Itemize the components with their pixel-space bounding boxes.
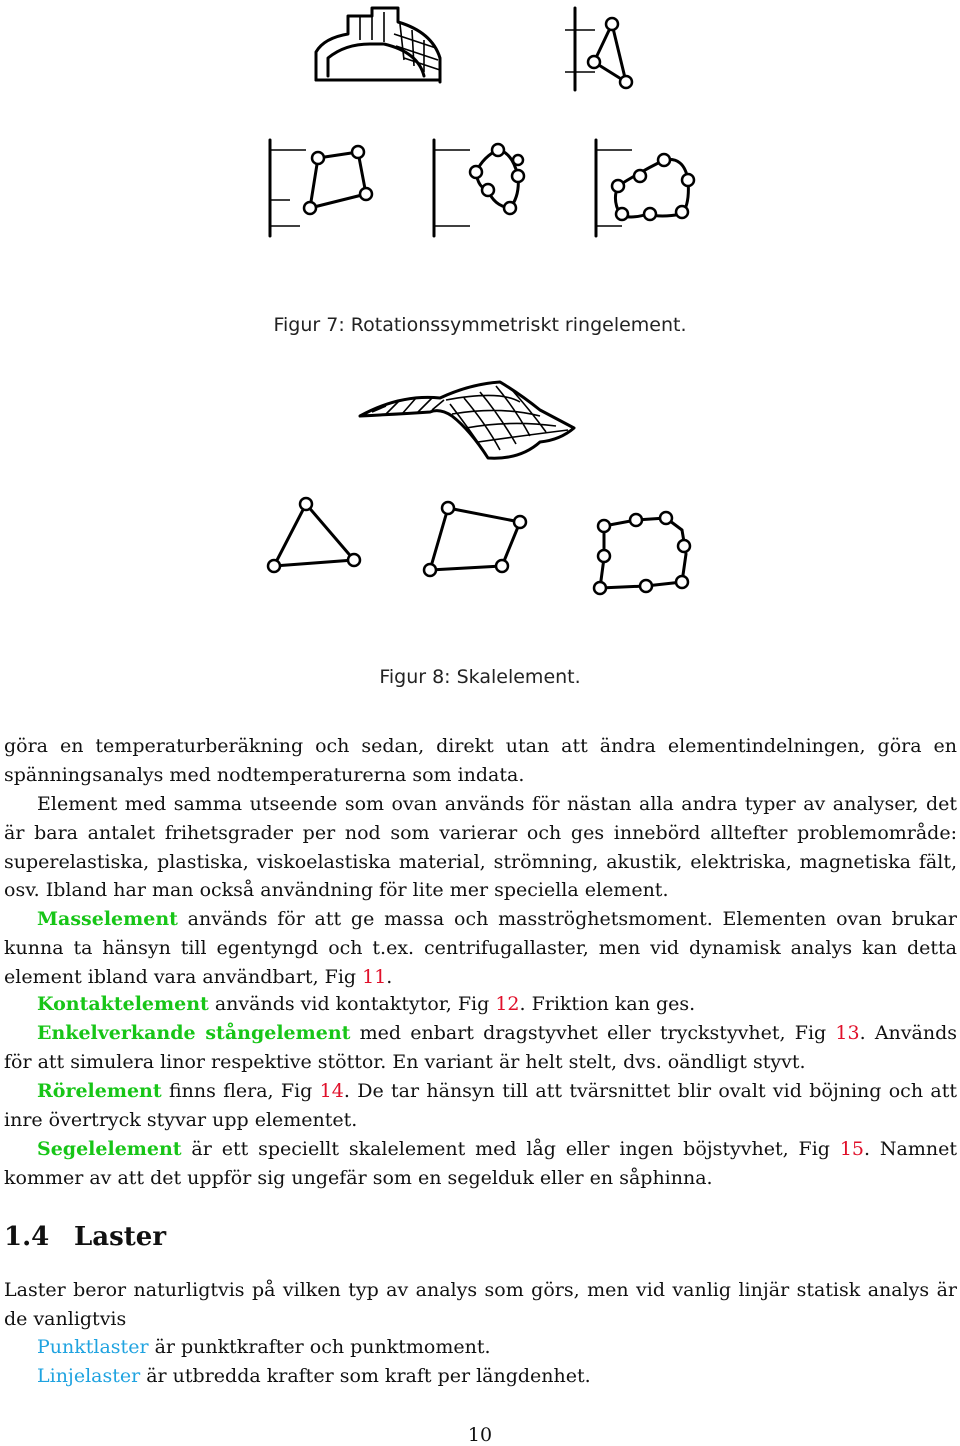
term-punktlaster: Punktlaster — [37, 1336, 149, 1358]
section-number: 1.4 — [4, 1222, 50, 1252]
term-enkelverkande-stangelement: Enkelverkande stångelement — [37, 1022, 351, 1044]
paragraph-kontaktelement: Kontaktelement används vid kontaktytor, Fig 12. Friktion kan ges. — [37, 993, 696, 1015]
paragraph-rorelement: Rörelement finns flera, Fig 14. De tar hänsyn till att tvärsnittet blir ovalt vid böjning och att inre övertryck styvar upp elementet. — [4, 1080, 957, 1131]
term-masselement: Masselement — [37, 908, 178, 930]
fig-15-link[interactable]: 15 — [839, 1138, 865, 1160]
paragraph-stangelement: Enkelverkande stångelement med enbart dragstyvhet eller tryckstyvhet, Fig 13. Används för att simulera linor respektive stöttor. En variant är helt stelt, dvs. oändligt styvt. — [4, 1022, 958, 1073]
fig-13-link[interactable]: 13 — [835, 1022, 860, 1044]
paragraph-punktlaster: Punktlaster är punktkrafter och punktmoment. — [37, 1336, 491, 1358]
curved-ring-element-sketch — [434, 140, 524, 236]
eight-node-shell-element-sketch — [594, 512, 690, 594]
fig-14-link[interactable]: 14 — [319, 1080, 344, 1102]
paragraph-linjelaster: Linjelaster är utbredda krafter som kraft per längdenhet. — [37, 1365, 591, 1387]
figure-8-drawing — [0, 370, 960, 610]
term-kontaktelement: Kontaktelement — [37, 993, 209, 1015]
eight-node-ring-element-sketch — [596, 140, 694, 236]
paragraph-segelelement: Segelelement är ett speciellt skalelement med låg eller ingen böjstyvhet, Fig 15. Namnet kommer av att det uppför sig ungefär som en segelduk eller en såphinna. — [4, 1138, 957, 1189]
term-rorelement: Rörelement — [37, 1080, 162, 1102]
ring-section-sketch — [316, 8, 440, 82]
paragraph-loads-intro: Laster beror naturligtvis på vilken typ av analys som görs, men vid vanlig linjär statisk analys är de vanligtvis — [4, 1279, 957, 1330]
figure-7-caption: Figur 7: Rotationssymmetriskt ringelement. — [273, 314, 687, 336]
triangle-shell-element-sketch — [268, 498, 360, 572]
paragraph-masselement: Masselement används för att ge massa och masströghetsmoment. Elementen ovan brukar kunna ta hänsyn till egentyngd och t.ex. centrifugallaster, men vid dynamisk analys kan detta element ibland vara användbart, Fig 11. — [4, 908, 957, 988]
triangle-sketch-top — [565, 8, 632, 90]
figure-8-caption: Figur 8: Skalelement. — [379, 666, 581, 688]
quad-shell-element-sketch — [424, 502, 526, 576]
term-linjelaster: Linjelaster — [37, 1365, 141, 1387]
paragraph-element-usage: Element med samma utseende som ovan används för nästan alla andra typer av analyser, det är bara antalet frihetsgrader per nod som varierar och ges innebörd alltefter problemområde: superelastiska, plastiska, viskoelastiska material, strömning, akustik, elektriska, magnetiska fält, osv. Ibland har man också användning för lite mer speciella element. — [4, 793, 957, 902]
curved-shell-sketch — [360, 382, 574, 458]
quad-ring-element-sketch — [270, 140, 372, 236]
paragraph-continuation: göra en temperaturberäkning och sedan, direkt utan att ändra elementindelningen, göra en spänningsanalys med nodtemperaturerna som indata. — [4, 735, 957, 786]
fig-11-link[interactable]: 11 — [362, 965, 387, 988]
page-number: 10 — [467, 1424, 493, 1446]
fig-12-link[interactable]: 12 — [495, 993, 520, 1015]
figure-7-drawing — [0, 0, 960, 300]
section-title: Laster — [74, 1222, 167, 1252]
term-segelelement: Segelelement — [37, 1138, 182, 1160]
section-heading — [4, 1222, 166, 1252]
